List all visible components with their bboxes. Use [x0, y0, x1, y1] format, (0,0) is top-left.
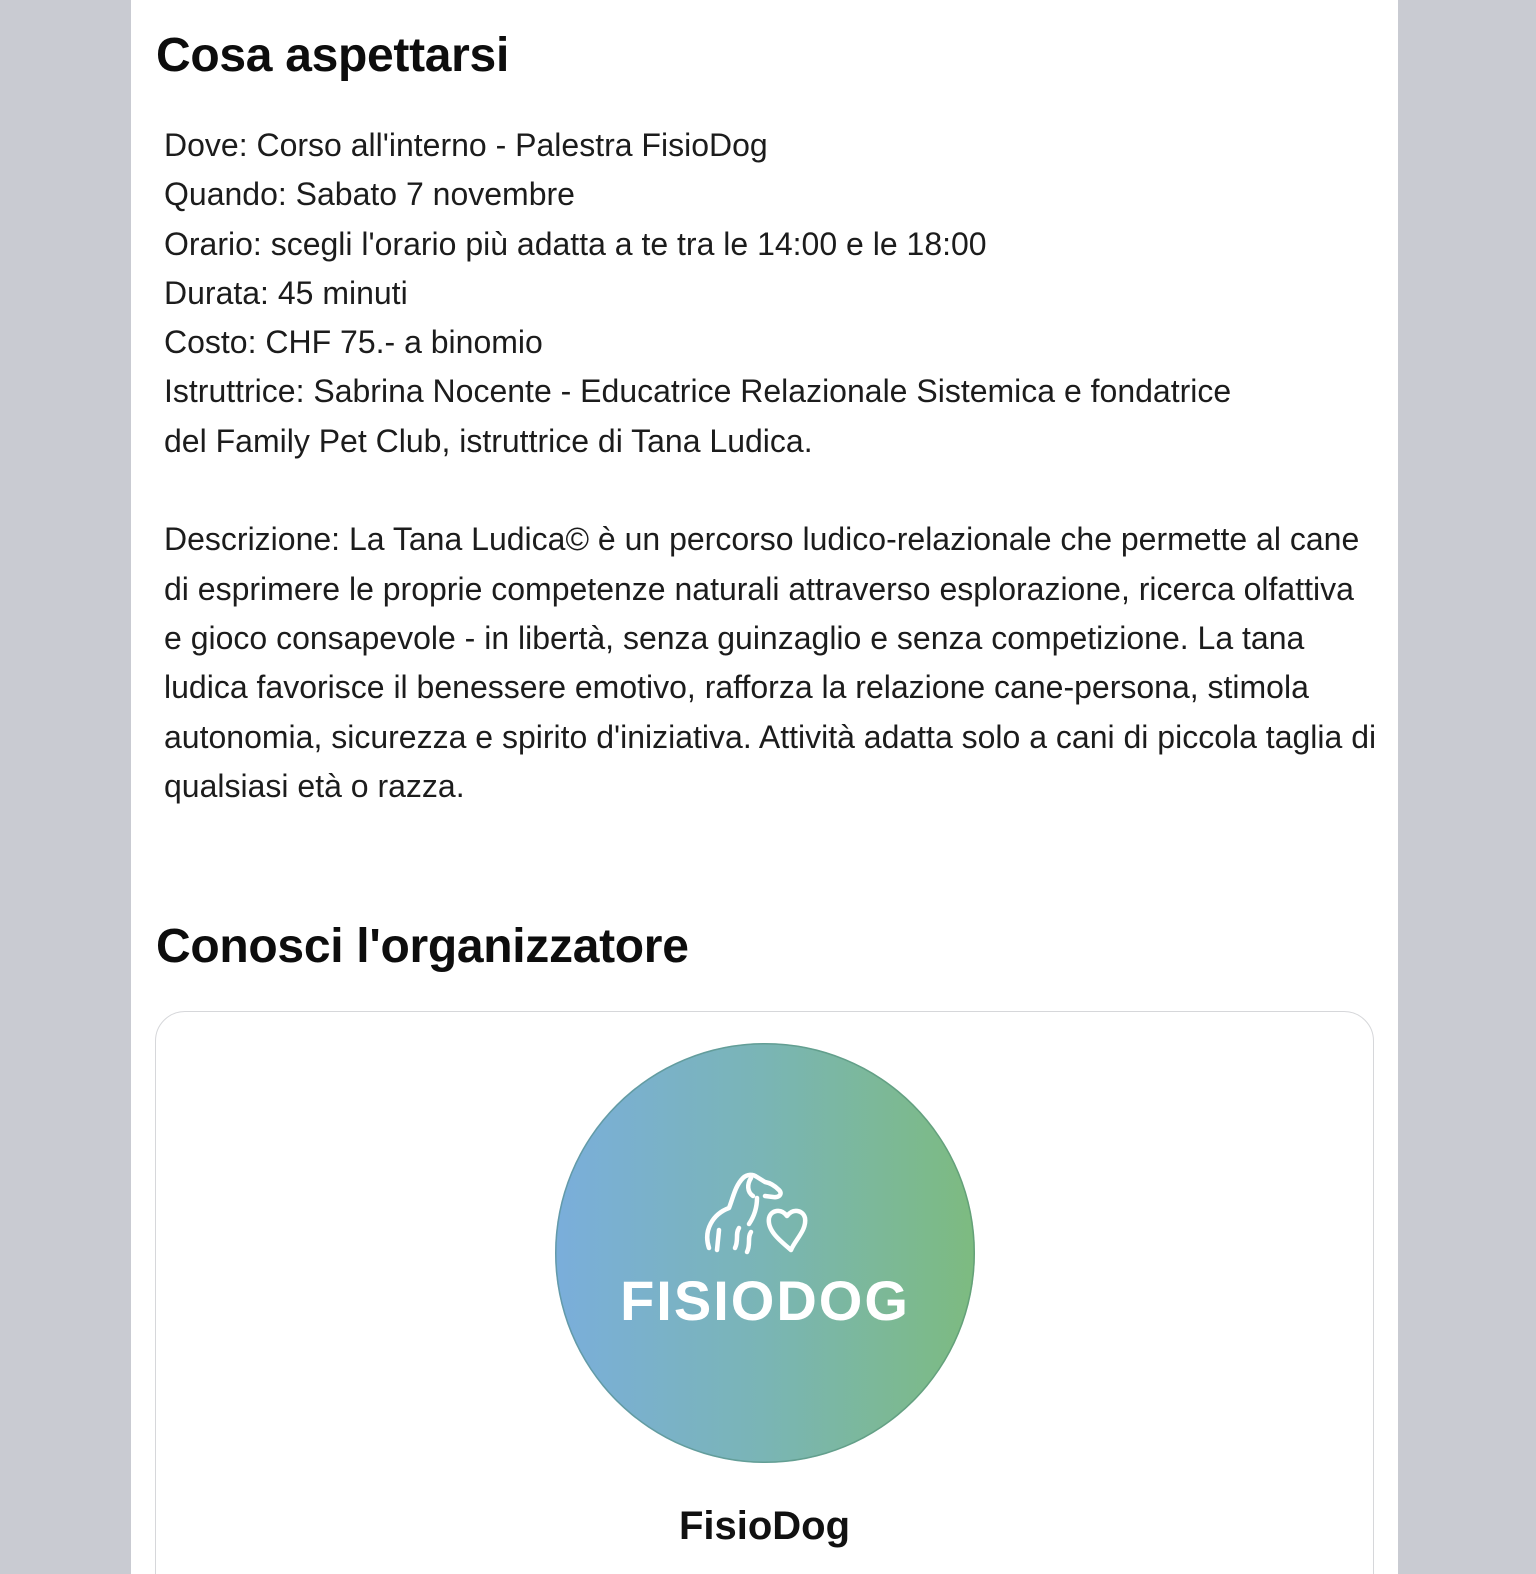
section-title-organizer: Conosci l'organizzatore: [156, 920, 689, 973]
detail-instructor: Istruttrice: Sabrina Nocente - Educatrice Relazionale Sistemica e fondatrice: [164, 373, 1232, 410]
detail-time: Orario: scegli l'orario più adatta a te tra le 14:00 e le 18:00: [164, 225, 987, 262]
detail-instructor-continued: del Family Pet Club, istruttrice di Tana Ludica.: [164, 422, 813, 459]
event-details: [164, 121, 1379, 811]
detail-date: Quando: Sabato 7 novembre: [164, 176, 575, 213]
event-detail-page: [131, 0, 1398, 1574]
detail-cost: Costo: CHF 75.- a binomio: [164, 324, 543, 361]
event-description: Descrizione: La Tana Ludica© è un percorso ludico-relazionale che permette al cane di esprimere le proprie competenze naturali attraverso esplorazione, ricerca olfattiva e gioco consapevole - in libertà, senza guinzaglio e senza competizione. La tana ludica favorisce il benessere emotivo, rafforza la relazione cane-persona, stimola autonomia, sicurezza e spirito d'iniziativa. Attività adatta solo a cani di piccola taglia di qualsiasi età o razza.: [164, 521, 1377, 804]
detail-duration: Durata: 45 minuti: [164, 274, 408, 311]
detail-location: Dove: Corso all'interno - Palestra FisioDog: [164, 127, 768, 163]
organizer-logo[interactable]: [555, 1043, 975, 1463]
organizer-logo-text: FISIODOG: [620, 1269, 910, 1332]
organizer-card[interactable]: [155, 1011, 1374, 1574]
section-title-what-to-expect: Cosa aspettarsi: [156, 29, 509, 82]
dog-heart-icon: [695, 1168, 835, 1263]
organizer-name[interactable]: FisioDog: [678, 1504, 851, 1548]
